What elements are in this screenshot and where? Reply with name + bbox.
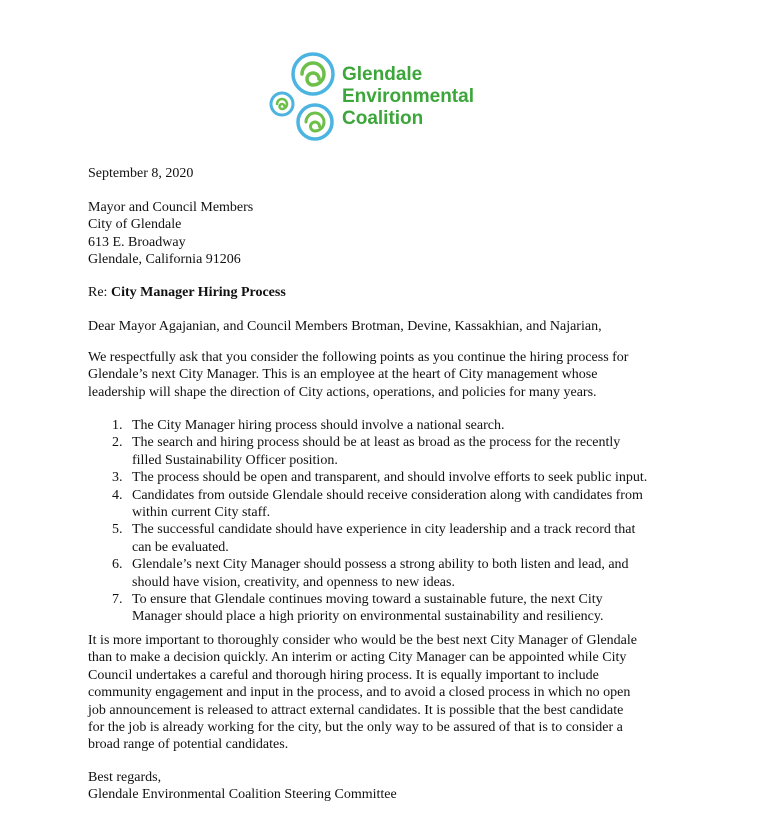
recipient-address [88, 199, 696, 269]
list-number: 1. [112, 418, 123, 433]
list-item-text: Candidates from outside Glendale should receive consideration along with candidates from [132, 487, 643, 503]
list-item [88, 521, 688, 556]
subject-title: City Manager Hiring Process [110, 285, 286, 300]
list-item-text [132, 521, 688, 556]
list-item [88, 556, 688, 591]
list-item [88, 591, 688, 626]
list-item [88, 417, 688, 434]
list-number: 4. [112, 487, 123, 503]
list-item-text [132, 434, 688, 469]
list-item-text [132, 556, 688, 591]
logo-line-2: Environmental [342, 86, 474, 107]
list-number: 7. [112, 592, 123, 608]
list-number: 2. [112, 435, 123, 451]
closing-paragraph: It is more important to thoroughly consider who would be the best next City Manager of Glendale than to make a decision quickly. An interim or acting City Manager can be appointed while City Council undertakes a careful and thorough hiring process. It is equally important to include community engagement and input in the process, and to avoid a closed process in which no open job announcement is released to attract external candidates. It is possible that the best candidate for the job is already working for the city, but the only way to be assured of that is to consider a broad range of potential candidates. [88, 633, 637, 753]
list-item-text [132, 591, 688, 626]
list-item-text [132, 417, 688, 434]
list-item-text: The search and hiring process should be at least as broad as the process for the recently [132, 435, 621, 451]
list-item-text: Manager should place a high priority on environmental sustainability and resiliency. [132, 609, 604, 625]
salutation: Dear Mayor Agajanian, and Council Members Brotman, Devine, Kassakhian, and Najarian, [88, 319, 602, 334]
logo-line-1: Glendale [342, 64, 423, 85]
list-number: 3. [112, 470, 123, 486]
list-item-text [132, 469, 688, 486]
address-line: City of Glendale [88, 217, 182, 233]
list-item-text: The City Manager hiring process should involve a national search. [132, 418, 505, 433]
logo-line-3: Coalition [342, 108, 424, 129]
address-line: Mayor and Council Members [88, 200, 254, 215]
list-item-text: should have vision, creativity, and openness to new ideas. [132, 574, 455, 590]
swirl-logo-icon [268, 50, 348, 142]
list-item-text [132, 487, 688, 522]
list-item-text: Glendale’s next City Manager should possess a strong ability to both listen and lead, and [132, 557, 629, 573]
list-item-text: within current City staff. [132, 505, 271, 521]
list-item-text: filled Sustainability Officer position. [132, 452, 338, 468]
address-line: 613 E. Broadway [88, 234, 186, 250]
list-number: 6. [112, 557, 123, 573]
list-item-text: The successful candidate should have experience in city leadership and a track record that [132, 522, 636, 538]
subject-line [88, 284, 696, 301]
list-item-text: can be evaluated. [132, 539, 229, 555]
signoff [88, 769, 696, 804]
list-number: 5. [112, 522, 123, 538]
list-item-text: To ensure that Glendale continues moving toward a sustainable future, the next City [132, 592, 603, 608]
address-line: Glendale, California 91206 [88, 252, 241, 268]
subject-prefix: Re: [88, 285, 108, 300]
list-item [88, 487, 688, 522]
organization-logo [268, 50, 508, 142]
list-item [88, 469, 688, 486]
closing-greeting: Best regards, [88, 770, 162, 785]
letter-date: September 8, 2020 [88, 166, 194, 181]
intro-paragraph: We respectfully ask that you consider the following points as you continue the hiring process for Glendale’s next City Manager. This is an employee at the heart of City management whose leadership will shape the direction of City actions, operations, and policies for many years. [88, 350, 629, 400]
list-item-text: The process should be open and transparent, and should involve efforts to seek public input. [132, 470, 648, 486]
logo-wordmark [342, 64, 474, 130]
list-item [88, 434, 688, 469]
signer-name: Glendale Environmental Coalition Steering Committee [88, 787, 397, 803]
request-points-list [88, 417, 688, 626]
